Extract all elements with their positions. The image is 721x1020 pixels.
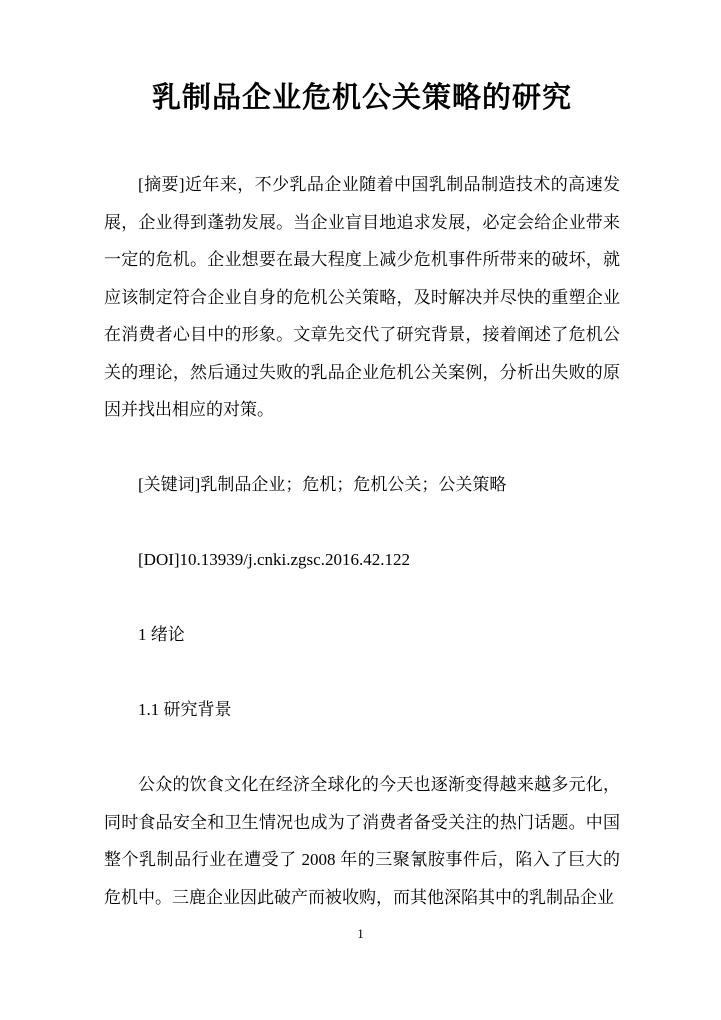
- page-title: 乳制品企业危机公关策略的研究: [151, 82, 572, 114]
- keywords-line: [关键词]乳制品企业；危机；危机公关；公关策略: [138, 475, 507, 494]
- section-heading-1: 1 绪论: [138, 625, 185, 644]
- doi-line: [DOI]10.13939/j.cnki.zgsc.2016.42.122: [138, 550, 410, 569]
- section-heading-1-1: 1.1 研究背景: [138, 700, 232, 719]
- body-paragraph: 公众的饮食文化在经济全球化的今天也逐渐变得越来越多元化，同时食品安全和卫生情况也成为了消费者备受关注的热门话题。中国整个乳制品行业在遭受了 2008 年的三聚氰胺事件后，陷入了巨大的危机中。三鹿企业因此破产而被收购，而其他深陷其中的乳制品企业: [104, 775, 620, 907]
- abstract-paragraph: [摘要]近年来，不少乳品企业随着中国乳制品制造技术的高速发展，企业得到蓬勃发展。当企业盲目地追求发展，必定会给企业带来一定的危机。企业想要在最大程度上减少危机事件所带来的破坏，就应该制定符合企业自身的危机公关策略，及时解决并尽快的重塑企业在消费者心目中的形象。文章先交代了研究背景，接着阐述了危机公关的理论，然后通过失败的乳品企业危机公关案例，分析出失败的原因并找出相应的对策。: [104, 175, 620, 419]
- document-content: [104, 0, 620, 916]
- page-number: 1: [357, 926, 364, 941]
